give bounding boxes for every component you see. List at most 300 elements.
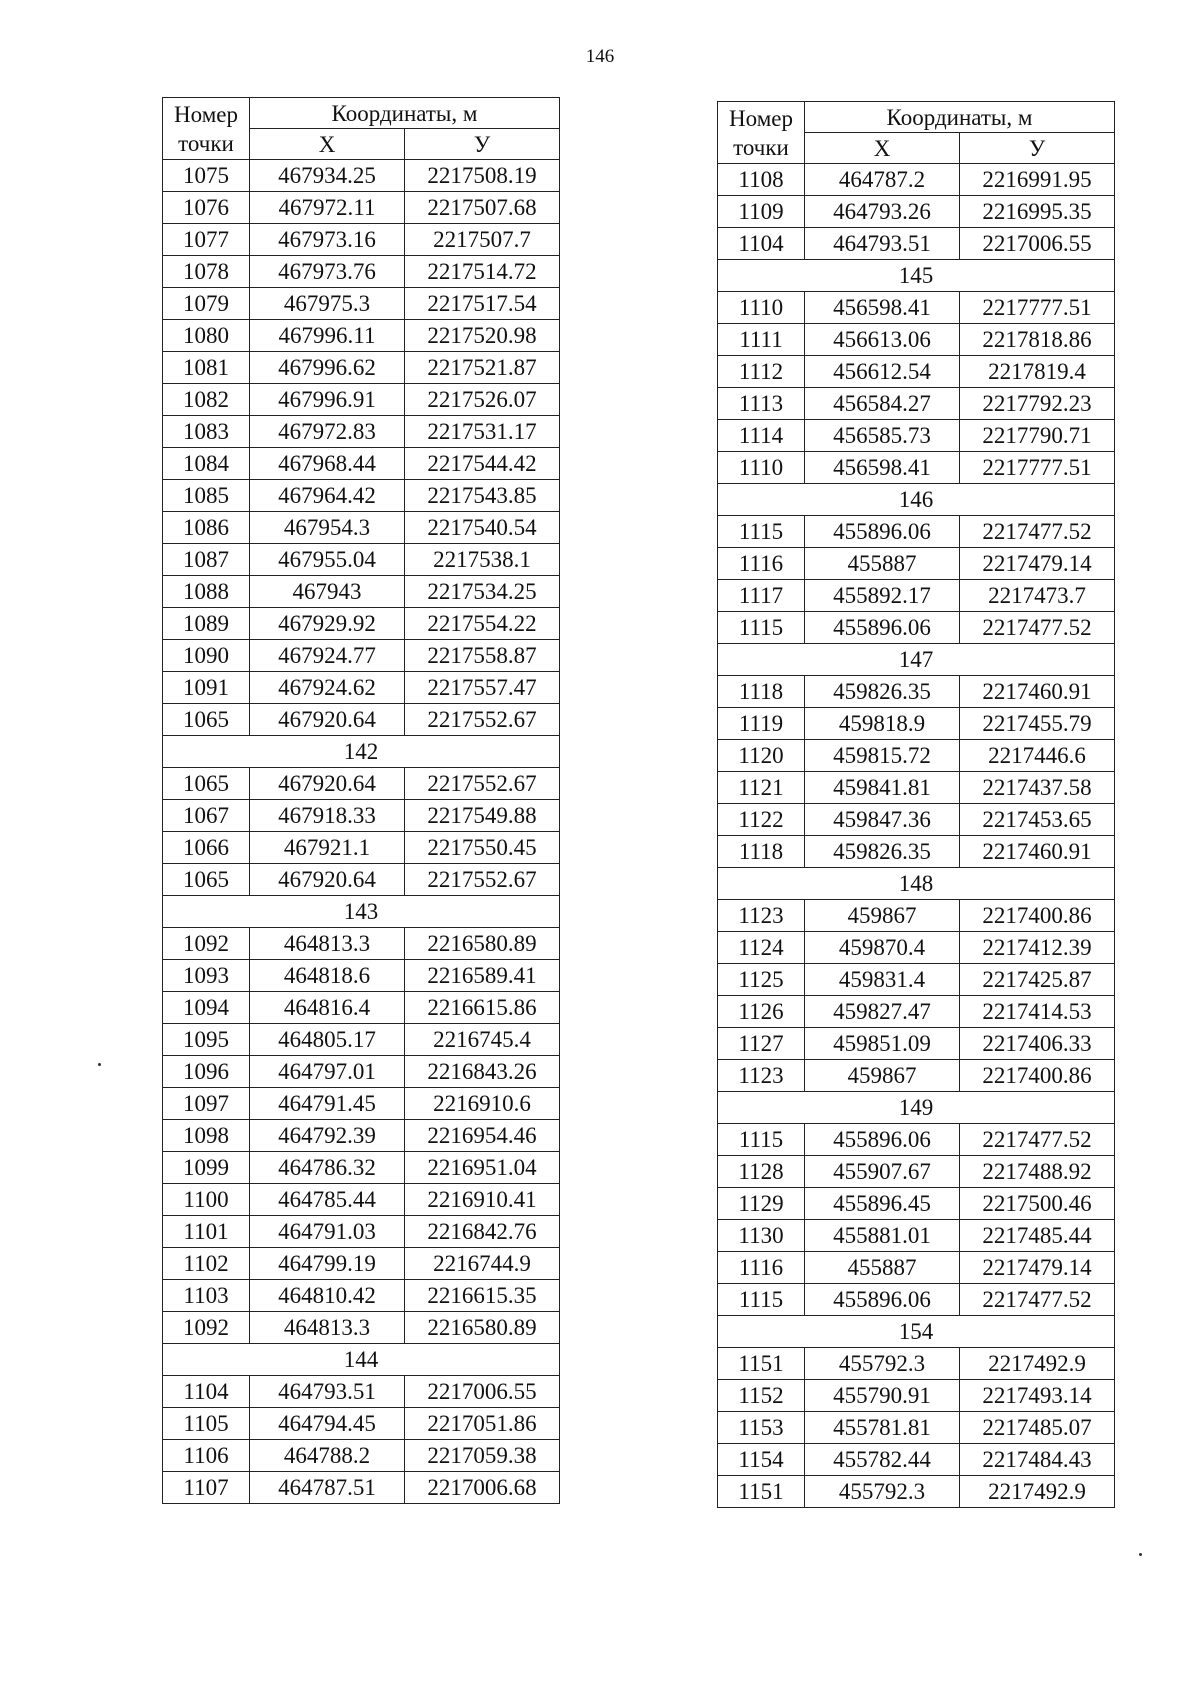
table-row bbox=[718, 420, 1115, 452]
point-number-header bbox=[718, 102, 805, 164]
x-coordinate: 467973.76 bbox=[250, 256, 405, 288]
section-row bbox=[163, 896, 560, 928]
x-coordinate: 467964.42 bbox=[250, 480, 405, 512]
point-number: 1096 bbox=[163, 1056, 250, 1088]
table-row bbox=[163, 1312, 560, 1344]
y-coordinate: 2217507.68 bbox=[405, 192, 560, 224]
x-coordinate: 467920.64 bbox=[250, 704, 405, 736]
y-coordinate: 2217006.55 bbox=[405, 1376, 560, 1408]
x-coordinate: 464793.51 bbox=[805, 228, 960, 260]
point-number: 1120 bbox=[718, 740, 805, 772]
x-coordinate: 467920.64 bbox=[250, 864, 405, 896]
table-row bbox=[718, 1220, 1115, 1252]
point-number: 1092 bbox=[163, 1312, 250, 1344]
table-row bbox=[718, 228, 1115, 260]
point-number: 1081 bbox=[163, 352, 250, 384]
x-coordinate: 467918.33 bbox=[250, 800, 405, 832]
y-coordinate: 2216745.4 bbox=[405, 1024, 560, 1056]
x-coordinate: 455781.81 bbox=[805, 1412, 960, 1444]
x-coordinate: 464799.19 bbox=[250, 1248, 405, 1280]
point-number: 1128 bbox=[718, 1156, 805, 1188]
y-coordinate: 2217549.88 bbox=[405, 800, 560, 832]
y-coordinate: 2217777.51 bbox=[960, 452, 1115, 484]
x-coordinate: 459826.35 bbox=[805, 836, 960, 868]
point-number: 1121 bbox=[718, 772, 805, 804]
y-coordinate: 2217006.68 bbox=[405, 1472, 560, 1504]
y-coordinate: 2216842.76 bbox=[405, 1216, 560, 1248]
point-number: 1101 bbox=[163, 1216, 250, 1248]
x-coordinate: 455896.06 bbox=[805, 612, 960, 644]
y-coordinate: 2217777.51 bbox=[960, 292, 1115, 324]
x-coordinate: 459851.09 bbox=[805, 1028, 960, 1060]
table-row bbox=[718, 1284, 1115, 1316]
coordinates-table-right bbox=[717, 101, 1115, 1508]
x-coordinate: 455887 bbox=[805, 548, 960, 580]
y-coordinate: 2216615.86 bbox=[405, 992, 560, 1024]
point-number-header-line2: точки bbox=[733, 134, 789, 160]
x-coordinate: 459870.4 bbox=[805, 932, 960, 964]
point-number: 1094 bbox=[163, 992, 250, 1024]
x-coordinate: 464787.51 bbox=[250, 1472, 405, 1504]
y-coordinate: 2217488.92 bbox=[960, 1156, 1115, 1188]
x-coordinate: 467954.3 bbox=[250, 512, 405, 544]
y-coordinate: 2217479.14 bbox=[960, 1252, 1115, 1284]
y-coordinate: 2217558.87 bbox=[405, 640, 560, 672]
scan-speck bbox=[1139, 1553, 1142, 1556]
x-coordinate: 455907.67 bbox=[805, 1156, 960, 1188]
point-number: 1076 bbox=[163, 192, 250, 224]
section-number: 143 bbox=[163, 896, 560, 928]
x-coordinate: 464792.39 bbox=[250, 1120, 405, 1152]
x-coordinate: 464785.44 bbox=[250, 1184, 405, 1216]
x-coordinate: 459867 bbox=[805, 1060, 960, 1092]
table-row bbox=[163, 256, 560, 288]
y-coordinate: 2217479.14 bbox=[960, 548, 1115, 580]
x-coordinate: 467973.16 bbox=[250, 224, 405, 256]
y-coordinate: 2217552.67 bbox=[405, 864, 560, 896]
x-coordinate: 459826.35 bbox=[805, 676, 960, 708]
table-row bbox=[718, 196, 1115, 228]
table-row bbox=[718, 292, 1115, 324]
point-number: 1123 bbox=[718, 1060, 805, 1092]
x-coordinate: 455792.3 bbox=[805, 1348, 960, 1380]
y-coordinate: 2217460.91 bbox=[960, 676, 1115, 708]
point-number: 1089 bbox=[163, 608, 250, 640]
table-row bbox=[163, 640, 560, 672]
x-coordinate: 464813.3 bbox=[250, 928, 405, 960]
point-number: 1067 bbox=[163, 800, 250, 832]
x-coordinate: 467924.62 bbox=[250, 672, 405, 704]
point-number: 1117 bbox=[718, 580, 805, 612]
table-row bbox=[163, 192, 560, 224]
section-row bbox=[718, 1092, 1115, 1124]
y-coordinate: 2217492.9 bbox=[960, 1348, 1115, 1380]
section-number: 146 bbox=[718, 484, 1115, 516]
x-coordinate: 456585.73 bbox=[805, 420, 960, 452]
table-row bbox=[718, 1444, 1115, 1476]
point-number-header bbox=[163, 98, 250, 160]
table-row bbox=[163, 864, 560, 896]
table-row bbox=[718, 388, 1115, 420]
x-coordinate: 459847.36 bbox=[805, 804, 960, 836]
x-coordinate: 464791.03 bbox=[250, 1216, 405, 1248]
x-coordinate: 464793.26 bbox=[805, 196, 960, 228]
table-row bbox=[163, 512, 560, 544]
table-row bbox=[163, 1248, 560, 1280]
y-coordinate: 2216589.41 bbox=[405, 960, 560, 992]
y-coordinate: 2217550.45 bbox=[405, 832, 560, 864]
table-row bbox=[718, 548, 1115, 580]
x-coordinate: 464810.42 bbox=[250, 1280, 405, 1312]
y-coordinate: 2216744.9 bbox=[405, 1248, 560, 1280]
section-row bbox=[718, 868, 1115, 900]
point-number: 1104 bbox=[163, 1376, 250, 1408]
y-coordinate: 2217552.67 bbox=[405, 768, 560, 800]
table-row bbox=[163, 1376, 560, 1408]
table-row bbox=[163, 288, 560, 320]
point-number: 1113 bbox=[718, 388, 805, 420]
x-coordinate: 455782.44 bbox=[805, 1444, 960, 1476]
y-coordinate: 2217517.54 bbox=[405, 288, 560, 320]
table-row bbox=[163, 1472, 560, 1504]
y-coordinate: 2217792.23 bbox=[960, 388, 1115, 420]
table-row bbox=[718, 1188, 1115, 1220]
table-row bbox=[163, 1184, 560, 1216]
y-coordinate: 2217552.67 bbox=[405, 704, 560, 736]
point-number: 1106 bbox=[163, 1440, 250, 1472]
point-number: 1116 bbox=[718, 1252, 805, 1284]
page-number: 146 bbox=[585, 46, 615, 67]
table-row bbox=[718, 164, 1115, 196]
y-coordinate: 2217534.25 bbox=[405, 576, 560, 608]
x-coordinate: 464813.3 bbox=[250, 1312, 405, 1344]
point-number: 1104 bbox=[718, 228, 805, 260]
point-number: 1065 bbox=[163, 768, 250, 800]
x-coordinate: 455892.17 bbox=[805, 580, 960, 612]
table-row bbox=[163, 1280, 560, 1312]
point-number: 1153 bbox=[718, 1412, 805, 1444]
x-coordinate: 467920.64 bbox=[250, 768, 405, 800]
x-coordinate: 464787.2 bbox=[805, 164, 960, 196]
y-coordinate: 2216910.41 bbox=[405, 1184, 560, 1216]
section-number: 147 bbox=[718, 644, 1115, 676]
table-row bbox=[718, 996, 1115, 1028]
y-coordinate: 2217526.07 bbox=[405, 384, 560, 416]
y-coordinate: 2217531.17 bbox=[405, 416, 560, 448]
scan-speck bbox=[98, 1063, 101, 1066]
section-row bbox=[163, 1344, 560, 1376]
section-number: 142 bbox=[163, 736, 560, 768]
y-coordinate: 2217400.86 bbox=[960, 900, 1115, 932]
y-coordinate: 2217514.72 bbox=[405, 256, 560, 288]
y-coordinate: 2217446.6 bbox=[960, 740, 1115, 772]
section-number: 144 bbox=[163, 1344, 560, 1376]
point-number: 1085 bbox=[163, 480, 250, 512]
x-coordinate: 464791.45 bbox=[250, 1088, 405, 1120]
y-coordinate: 2217400.86 bbox=[960, 1060, 1115, 1092]
table-row bbox=[163, 448, 560, 480]
y-coordinate: 2217460.91 bbox=[960, 836, 1115, 868]
table-row bbox=[163, 608, 560, 640]
table-row bbox=[163, 1216, 560, 1248]
table-row bbox=[163, 1152, 560, 1184]
table-row bbox=[718, 324, 1115, 356]
point-number: 1065 bbox=[163, 864, 250, 896]
table-row bbox=[718, 1348, 1115, 1380]
y-coordinate: 2217819.4 bbox=[960, 356, 1115, 388]
y-coordinate: 2216995.35 bbox=[960, 196, 1115, 228]
y-coordinate: 2217453.65 bbox=[960, 804, 1115, 836]
coordinates-table-left bbox=[162, 97, 560, 1504]
y-coordinate: 2216954.46 bbox=[405, 1120, 560, 1152]
point-number: 1082 bbox=[163, 384, 250, 416]
section-row bbox=[718, 1316, 1115, 1348]
table-row bbox=[163, 224, 560, 256]
table-row bbox=[163, 992, 560, 1024]
x-coordinate: 455881.01 bbox=[805, 1220, 960, 1252]
section-row bbox=[718, 484, 1115, 516]
point-number: 1115 bbox=[718, 1284, 805, 1316]
table-row bbox=[163, 800, 560, 832]
point-number: 1087 bbox=[163, 544, 250, 576]
point-number: 1110 bbox=[718, 292, 805, 324]
table-row bbox=[718, 356, 1115, 388]
x-coordinate: 464818.6 bbox=[250, 960, 405, 992]
table-row bbox=[163, 1408, 560, 1440]
section-row bbox=[718, 260, 1115, 292]
point-number: 1090 bbox=[163, 640, 250, 672]
point-number: 1098 bbox=[163, 1120, 250, 1152]
x-coordinate: 456598.41 bbox=[805, 292, 960, 324]
x-coordinate: 467996.62 bbox=[250, 352, 405, 384]
table-row bbox=[718, 708, 1115, 740]
x-coordinate: 464797.01 bbox=[250, 1056, 405, 1088]
table-row bbox=[163, 416, 560, 448]
x-coordinate: 459841.81 bbox=[805, 772, 960, 804]
point-number: 1123 bbox=[718, 900, 805, 932]
table-row bbox=[163, 1024, 560, 1056]
point-number: 1065 bbox=[163, 704, 250, 736]
x-coordinate: 455896.06 bbox=[805, 516, 960, 548]
table-row bbox=[718, 580, 1115, 612]
point-number: 1130 bbox=[718, 1220, 805, 1252]
table-row bbox=[163, 1440, 560, 1472]
y-coordinate: 2217477.52 bbox=[960, 1284, 1115, 1316]
table-row bbox=[163, 576, 560, 608]
y-coordinate: 2217406.33 bbox=[960, 1028, 1115, 1060]
x-coordinate: 455896.06 bbox=[805, 1284, 960, 1316]
x-coordinate: 467996.91 bbox=[250, 384, 405, 416]
y-coordinate: 2216991.95 bbox=[960, 164, 1115, 196]
section-row bbox=[718, 644, 1115, 676]
y-coordinate: 2217485.07 bbox=[960, 1412, 1115, 1444]
point-number: 1084 bbox=[163, 448, 250, 480]
y-coordinate: 2217493.14 bbox=[960, 1380, 1115, 1412]
table-row bbox=[718, 772, 1115, 804]
table-row bbox=[718, 1156, 1115, 1188]
point-number: 1083 bbox=[163, 416, 250, 448]
point-number: 1097 bbox=[163, 1088, 250, 1120]
y-coordinate: 2216951.04 bbox=[405, 1152, 560, 1184]
table-row bbox=[163, 320, 560, 352]
y-coordinate: 2217543.85 bbox=[405, 480, 560, 512]
y-coordinate: 2217520.98 bbox=[405, 320, 560, 352]
y-coordinate: 2217473.7 bbox=[960, 580, 1115, 612]
table-row bbox=[718, 836, 1115, 868]
point-number: 1151 bbox=[718, 1476, 805, 1508]
x-coordinate: 456612.54 bbox=[805, 356, 960, 388]
table-row bbox=[718, 1380, 1115, 1412]
y-coordinate: 2217508.19 bbox=[405, 160, 560, 192]
y-coordinate: 2217477.52 bbox=[960, 612, 1115, 644]
x-coordinate: 459815.72 bbox=[805, 740, 960, 772]
y-coordinate: 2217477.52 bbox=[960, 1124, 1115, 1156]
point-number: 1118 bbox=[718, 836, 805, 868]
coordinates-header: Координаты, м bbox=[805, 102, 1115, 133]
section-number: 154 bbox=[718, 1316, 1115, 1348]
y-coordinate: 2217554.22 bbox=[405, 608, 560, 640]
y-coordinate: 2217544.42 bbox=[405, 448, 560, 480]
x-coordinate: 467934.25 bbox=[250, 160, 405, 192]
section-number: 148 bbox=[718, 868, 1115, 900]
point-number: 1115 bbox=[718, 516, 805, 548]
x-coordinate: 464788.2 bbox=[250, 1440, 405, 1472]
y-coordinate: 2217500.46 bbox=[960, 1188, 1115, 1220]
section-number: 145 bbox=[718, 260, 1115, 292]
point-number: 1086 bbox=[163, 512, 250, 544]
x-coordinate: 456598.41 bbox=[805, 452, 960, 484]
point-number: 1114 bbox=[718, 420, 805, 452]
table-row bbox=[163, 960, 560, 992]
x-header: X bbox=[250, 129, 405, 160]
y-coordinate: 2216615.35 bbox=[405, 1280, 560, 1312]
table-row bbox=[718, 1252, 1115, 1284]
table-row bbox=[163, 704, 560, 736]
table-row bbox=[718, 804, 1115, 836]
table-row bbox=[718, 1028, 1115, 1060]
y-coordinate: 2216580.89 bbox=[405, 1312, 560, 1344]
x-coordinate: 467924.77 bbox=[250, 640, 405, 672]
y-coordinate: 2217818.86 bbox=[960, 324, 1115, 356]
point-number: 1152 bbox=[718, 1380, 805, 1412]
point-number: 1115 bbox=[718, 1124, 805, 1156]
y-coordinate: 2217051.86 bbox=[405, 1408, 560, 1440]
y-coordinate: 2217412.39 bbox=[960, 932, 1115, 964]
y-coordinate: 2217477.52 bbox=[960, 516, 1115, 548]
y-coordinate: 2217540.54 bbox=[405, 512, 560, 544]
x-coordinate: 467972.83 bbox=[250, 416, 405, 448]
y-coordinate: 2216843.26 bbox=[405, 1056, 560, 1088]
table-row bbox=[163, 544, 560, 576]
table-row bbox=[163, 160, 560, 192]
table-row bbox=[163, 1088, 560, 1120]
x-coordinate: 455790.91 bbox=[805, 1380, 960, 1412]
table-row bbox=[718, 1412, 1115, 1444]
x-coordinate: 455887 bbox=[805, 1252, 960, 1284]
table-row bbox=[163, 480, 560, 512]
x-coordinate: 467921.1 bbox=[250, 832, 405, 864]
point-number: 1118 bbox=[718, 676, 805, 708]
x-coordinate: 455896.45 bbox=[805, 1188, 960, 1220]
point-number: 1077 bbox=[163, 224, 250, 256]
x-coordinate: 459818.9 bbox=[805, 708, 960, 740]
y-coordinate: 2217455.79 bbox=[960, 708, 1115, 740]
point-number: 1080 bbox=[163, 320, 250, 352]
point-number: 1102 bbox=[163, 1248, 250, 1280]
x-coordinate: 464805.17 bbox=[250, 1024, 405, 1056]
point-number: 1107 bbox=[163, 1472, 250, 1504]
point-number: 1109 bbox=[718, 196, 805, 228]
point-number: 1066 bbox=[163, 832, 250, 864]
table-row bbox=[718, 676, 1115, 708]
coordinates-header: Координаты, м bbox=[250, 98, 560, 129]
point-number: 1129 bbox=[718, 1188, 805, 1220]
point-number: 1092 bbox=[163, 928, 250, 960]
x-coordinate: 464794.45 bbox=[250, 1408, 405, 1440]
y-coordinate: 2217538.1 bbox=[405, 544, 560, 576]
point-number: 1078 bbox=[163, 256, 250, 288]
point-number: 1124 bbox=[718, 932, 805, 964]
table-row bbox=[163, 928, 560, 960]
table-row bbox=[718, 1476, 1115, 1508]
table-row bbox=[163, 1120, 560, 1152]
y-coordinate: 2217484.43 bbox=[960, 1444, 1115, 1476]
point-number-header-line1: Номер bbox=[729, 105, 793, 131]
point-number: 1103 bbox=[163, 1280, 250, 1312]
table-row bbox=[163, 352, 560, 384]
table-row bbox=[163, 672, 560, 704]
table-row bbox=[718, 612, 1115, 644]
point-number: 1151 bbox=[718, 1348, 805, 1380]
point-number: 1112 bbox=[718, 356, 805, 388]
x-coordinate: 467996.11 bbox=[250, 320, 405, 352]
point-number: 1111 bbox=[718, 324, 805, 356]
point-number-header-line1: Номер bbox=[174, 101, 238, 127]
point-number: 1122 bbox=[718, 804, 805, 836]
y-header: У bbox=[405, 129, 560, 160]
x-coordinate: 464793.51 bbox=[250, 1376, 405, 1408]
point-number: 1099 bbox=[163, 1152, 250, 1184]
x-coordinate: 455896.06 bbox=[805, 1124, 960, 1156]
x-header: X bbox=[805, 133, 960, 164]
point-number: 1154 bbox=[718, 1444, 805, 1476]
point-number: 1100 bbox=[163, 1184, 250, 1216]
x-coordinate: 455792.3 bbox=[805, 1476, 960, 1508]
table-row bbox=[718, 740, 1115, 772]
y-coordinate: 2217492.9 bbox=[960, 1476, 1115, 1508]
table-row bbox=[718, 932, 1115, 964]
y-coordinate: 2217485.44 bbox=[960, 1220, 1115, 1252]
point-number: 1125 bbox=[718, 964, 805, 996]
section-row bbox=[163, 736, 560, 768]
table-row bbox=[718, 516, 1115, 548]
table-row bbox=[718, 452, 1115, 484]
y-coordinate: 2216910.6 bbox=[405, 1088, 560, 1120]
y-coordinate: 2217414.53 bbox=[960, 996, 1115, 1028]
point-number: 1095 bbox=[163, 1024, 250, 1056]
y-coordinate: 2217521.87 bbox=[405, 352, 560, 384]
x-coordinate: 456584.27 bbox=[805, 388, 960, 420]
point-number: 1075 bbox=[163, 160, 250, 192]
section-number: 149 bbox=[718, 1092, 1115, 1124]
point-number: 1091 bbox=[163, 672, 250, 704]
y-coordinate: 2217557.47 bbox=[405, 672, 560, 704]
point-number: 1126 bbox=[718, 996, 805, 1028]
x-coordinate: 456613.06 bbox=[805, 324, 960, 356]
point-number: 1110 bbox=[718, 452, 805, 484]
y-coordinate: 2217507.7 bbox=[405, 224, 560, 256]
table-row bbox=[163, 832, 560, 864]
